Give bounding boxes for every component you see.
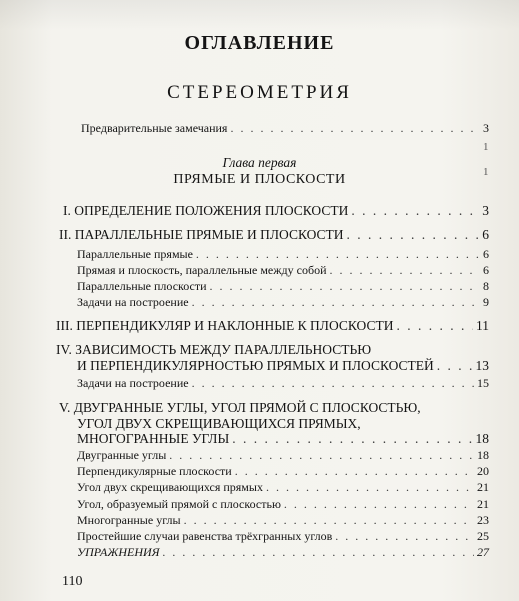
toc-subentry[interactable]	[77, 464, 489, 479]
toc-entry-page: 6	[482, 227, 489, 242]
toc-subentry[interactable]	[77, 295, 489, 310]
leader-dots	[192, 295, 480, 310]
toc-entry-label: Угол двух скрещивающихся прямых	[77, 480, 263, 494]
toc-entry-label: МНОГОГРАННЫЕ УГЛЫ	[77, 431, 230, 446]
leader-dots	[184, 513, 474, 528]
leader-dots	[437, 358, 473, 374]
toc-entry-page: 3	[483, 121, 489, 135]
leader-dots	[266, 480, 474, 495]
leader-dots	[210, 279, 480, 294]
page-title: ОГЛАВЛЕНИЕ	[184, 32, 335, 54]
leader-dots	[163, 545, 474, 560]
toc-section-1[interactable]	[63, 203, 489, 219]
toc-section-3[interactable]	[56, 318, 489, 334]
toc-entry-label: Простейшие случаи равенства трёхгранных углов	[77, 529, 333, 543]
leader-dots	[396, 318, 473, 334]
leader-dots	[330, 263, 481, 278]
toc-entry-page: 20	[477, 464, 489, 478]
toc-entry-label: Предварительные замечания	[81, 121, 228, 135]
toc-subentry[interactable]	[77, 480, 489, 495]
toc-section-5-line1[interactable]: V. ДВУГРАННЫЕ УГЛЫ, УГОЛ ПРЯМОЙ С ПЛОСКОСТЬЮ,	[59, 400, 421, 415]
toc-section-4-line1[interactable]: IV. ЗАВИСИМОСТЬ МЕЖДУ ПАРАЛЛЕЛЬНОСТЬЮ	[56, 342, 372, 357]
toc-subentry[interactable]	[77, 497, 489, 512]
toc-entry-label: Угол, образуемый прямой с плоскостью	[77, 497, 281, 511]
leader-dots	[335, 529, 474, 544]
toc-entry-label: УПРАЖНЕНИЯ	[77, 545, 160, 559]
toc-entry-label: Параллельные плоскости	[77, 279, 207, 293]
toc-entry-label: Прямая и плоскость, параллельные между собой	[77, 263, 327, 277]
toc-section-5-line2[interactable]: УГОЛ ДВУХ СКРЕЩИВАЮЩИХСЯ ПРЯМЫХ,	[77, 416, 361, 431]
leader-dots	[347, 227, 480, 243]
toc-entry-page: 8	[483, 279, 489, 293]
toc-subentry-exercises[interactable]	[77, 545, 489, 560]
margin-mark: 1	[483, 166, 489, 178]
toc-subentry[interactable]	[77, 247, 489, 262]
leader-dots	[284, 497, 474, 512]
toc-entry-page: 21	[477, 497, 489, 511]
toc-subentry[interactable]	[77, 376, 489, 391]
page-number: 110	[62, 574, 83, 589]
toc-entry-label: Задачи на построение	[77, 376, 189, 390]
toc-subentry[interactable]	[77, 529, 489, 544]
toc-section-5[interactable]	[77, 431, 489, 447]
leader-dots	[230, 121, 480, 136]
leader-dots	[192, 376, 474, 391]
toc-entry-label: Параллельные прямые	[77, 247, 193, 261]
toc-entry-page: 13	[475, 358, 489, 373]
toc-entry-page: 27	[477, 545, 489, 559]
toc-entry-label: I. ОПРЕДЕЛЕНИЕ ПОЛОЖЕНИЯ ПЛОСКОСТИ	[63, 203, 349, 218]
toc-entry-label: III. ПЕРПЕНДИКУЛЯР И НАКЛОННЫЕ К ПЛОСКОСТИ	[56, 318, 394, 333]
toc-entry-page: 3	[482, 203, 489, 218]
toc-entry-label: Задачи на построение	[77, 295, 189, 309]
chapter-label: Глава первая	[222, 155, 297, 170]
toc-entry-page: 11	[476, 318, 489, 333]
toc-entry-page: 15	[477, 376, 489, 390]
part-title: СТЕРЕОМЕТРИЯ	[167, 82, 352, 103]
toc-entry-label: Двугранные углы	[77, 448, 167, 462]
toc-entry-label: II. ПАРАЛЛЕЛЬНЫЕ ПРЯМЫЕ И ПЛОСКОСТИ	[59, 227, 344, 242]
toc-entry-page: 18	[475, 431, 489, 446]
toc-entry-label: Перпендикулярные плоскости	[77, 464, 232, 478]
bleed-through-shade	[0, 0, 519, 30]
toc-entry-page: 21	[477, 480, 489, 494]
toc-entry-intro[interactable]	[81, 121, 489, 136]
toc-section-2[interactable]	[59, 227, 489, 243]
toc-subentry[interactable]	[77, 263, 489, 278]
toc-subentry[interactable]	[77, 513, 489, 528]
toc-entry-page: 18	[477, 448, 489, 462]
toc-entry-page: 9	[483, 295, 489, 309]
leader-dots	[351, 203, 479, 219]
toc-entry-page: 25	[477, 529, 489, 543]
toc-section-4[interactable]	[77, 358, 489, 374]
toc-entry-page: 6	[483, 263, 489, 277]
toc-subentry[interactable]	[77, 448, 489, 463]
toc-subentry[interactable]	[77, 279, 489, 294]
leader-dots	[232, 431, 472, 447]
chapter-title: ПРЯМЫЕ И ПЛОСКОСТИ	[173, 172, 346, 187]
toc-entry-page: 23	[477, 513, 489, 527]
toc-entry-label: Многогранные углы	[77, 513, 181, 527]
margin-mark: 1	[483, 141, 489, 153]
leader-dots	[235, 464, 474, 479]
leader-dots	[196, 247, 480, 262]
toc-entry-label: И ПЕРПЕНДИКУЛЯРНОСТЬЮ ПРЯМЫХ И ПЛОСКОСТЕЙ	[77, 358, 434, 373]
leader-dots	[169, 448, 474, 463]
toc-entry-page: 6	[483, 247, 489, 261]
